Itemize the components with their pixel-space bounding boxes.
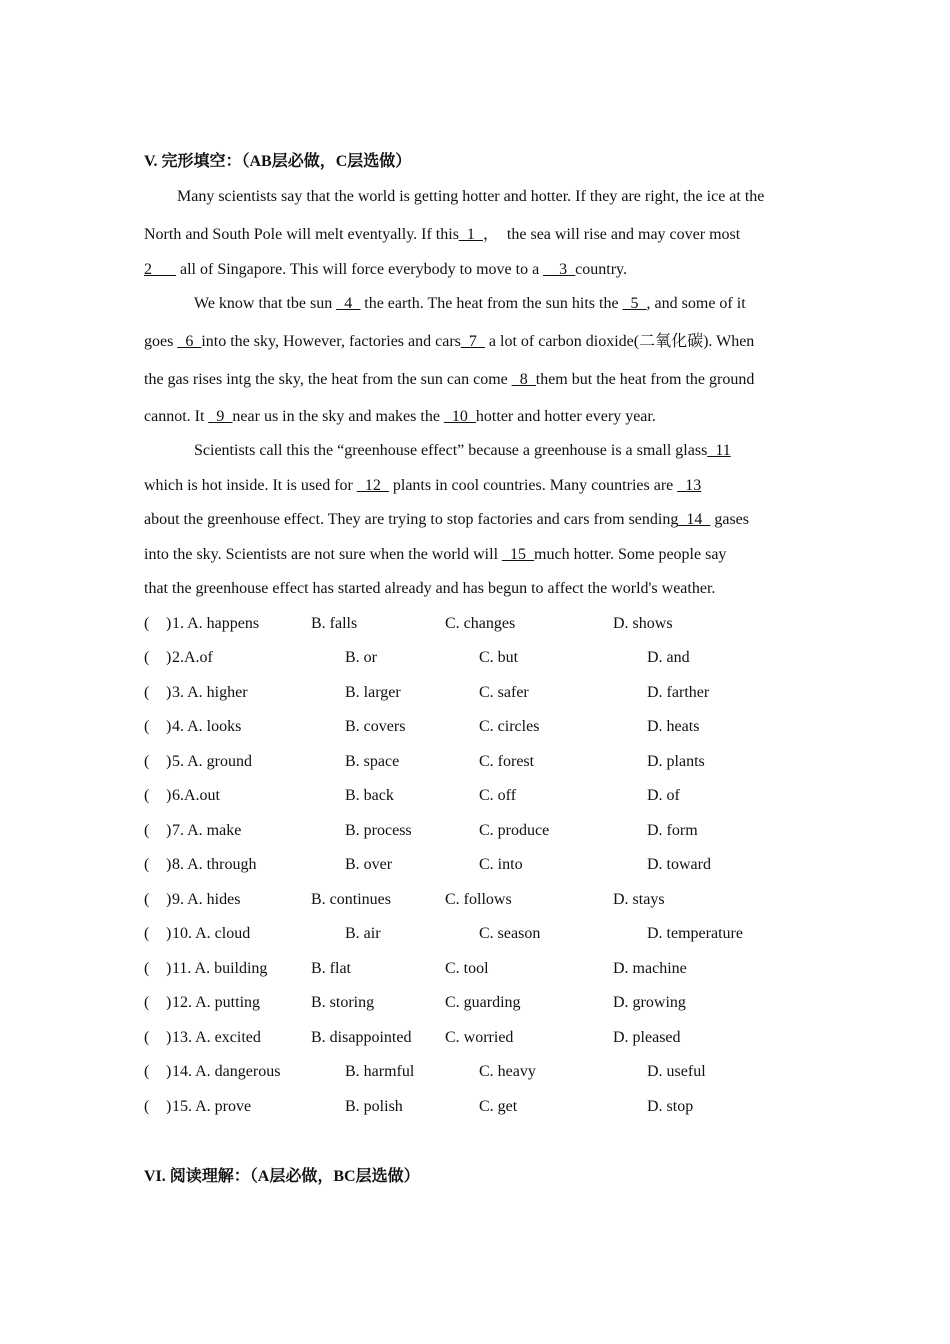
- option-d: D. form: [647, 822, 698, 839]
- blank-3[interactable]: __3_: [543, 261, 576, 278]
- option-a: 15. A. prove: [172, 1098, 252, 1115]
- p2-line-1: [194, 294, 746, 314]
- answer-paren-open[interactable]: (: [144, 925, 150, 942]
- question-row: [144, 890, 844, 910]
- question-row: [144, 993, 844, 1013]
- option-b: B. continues: [311, 891, 391, 908]
- option-d: D. toward: [647, 856, 711, 873]
- answer-paren-close: ): [166, 753, 172, 770]
- p2-line-2: [144, 332, 754, 352]
- option-a: 10. A. cloud: [172, 925, 251, 942]
- answer-paren-open[interactable]: (: [144, 822, 150, 839]
- blank-6[interactable]: _6_: [177, 333, 202, 350]
- text: into the sky. Scientists are not sure when the world will: [144, 546, 503, 563]
- text: a lot of carbon dioxide(二氧化碳). When: [484, 333, 755, 350]
- answer-paren-close: ): [166, 615, 172, 632]
- text: which is hot inside. It is used for: [144, 477, 357, 494]
- answer-paren-close: ): [166, 960, 172, 977]
- text: the gas rises intg the sky, the heat from the sun can come: [144, 371, 512, 388]
- option-b: B. disappointed: [311, 1029, 412, 1046]
- option-d: D. temperature: [647, 925, 743, 942]
- option-b: B. covers: [345, 718, 406, 735]
- text: the earth. The heat from the sun hits the: [360, 295, 623, 312]
- option-c: C. forest: [479, 753, 535, 770]
- option-c: C. worried: [445, 1029, 514, 1046]
- text: North and South Pole will melt eventyally. If this: [144, 226, 459, 243]
- blank-1[interactable]: _1_: [458, 226, 483, 243]
- blank-10[interactable]: _10_: [443, 408, 476, 425]
- option-c: C. guarding: [445, 994, 521, 1011]
- option-d: D. plants: [647, 753, 705, 770]
- question-row: [144, 1062, 844, 1082]
- answer-paren-close: ): [166, 1029, 172, 1046]
- p1-line-3: [144, 260, 627, 280]
- question-row: [144, 752, 844, 772]
- text: near us in the sky and makes the: [232, 408, 444, 425]
- text: all of Singapore. This will force everybody to move to a: [176, 261, 544, 278]
- question-row: [144, 614, 844, 634]
- text: ， the sea will rise and may cover most: [482, 226, 741, 243]
- blank-2[interactable]: 2___: [144, 261, 176, 278]
- blank-13[interactable]: _13: [677, 477, 702, 494]
- answer-paren-close: ): [166, 1098, 172, 1115]
- answer-paren-open[interactable]: (: [144, 718, 150, 735]
- question-row: [144, 1028, 844, 1048]
- option-b: B. polish: [345, 1098, 403, 1115]
- answer-paren-open[interactable]: (: [144, 1029, 150, 1046]
- option-a: 3. A. higher: [172, 684, 248, 701]
- option-d: D. of: [647, 787, 680, 804]
- option-d: D. stop: [647, 1098, 694, 1115]
- option-d: D. growing: [613, 994, 686, 1011]
- answer-paren-close: ): [166, 891, 172, 908]
- option-c: C. off: [479, 787, 517, 804]
- option-b: B. flat: [311, 960, 351, 977]
- answer-paren-open[interactable]: (: [144, 787, 150, 804]
- p3-line-5: that the greenhouse effect has started already and has begun to affect the world's weather.: [144, 580, 716, 597]
- section-6-heading: VI. 阅读理解：（A层必做，BC层选做）: [144, 1168, 420, 1185]
- option-a: 2.A.of: [172, 649, 213, 666]
- answer-paren-close: ): [166, 856, 172, 873]
- question-row: [144, 683, 844, 703]
- option-a: 9. A. hides: [172, 891, 241, 908]
- option-a: 6.A.out: [172, 787, 220, 804]
- option-a: 5. A. ground: [172, 753, 252, 770]
- option-c: C. changes: [445, 615, 516, 632]
- option-d: D. heats: [647, 718, 700, 735]
- option-c: C. heavy: [479, 1063, 536, 1080]
- option-b: B. falls: [311, 615, 358, 632]
- blank-11[interactable]: _11: [707, 442, 731, 459]
- option-d: D. farther: [647, 684, 710, 701]
- answer-paren-open[interactable]: (: [144, 960, 150, 977]
- question-row: [144, 786, 844, 806]
- option-d: D. and: [647, 649, 690, 666]
- answer-paren-close: ): [166, 1063, 172, 1080]
- answer-paren-close: ): [166, 822, 172, 839]
- blank-14[interactable]: _14_: [678, 511, 711, 528]
- question-row: [144, 717, 844, 737]
- blank-15[interactable]: _15_: [502, 546, 535, 563]
- answer-paren-open[interactable]: (: [144, 615, 150, 632]
- text: We know that tbe sun: [194, 295, 337, 312]
- option-b: B. process: [345, 822, 412, 839]
- question-row: [144, 924, 844, 944]
- question-row: [144, 821, 844, 841]
- p1-line-1: [177, 187, 764, 207]
- option-c: C. get: [479, 1098, 518, 1115]
- text: cannot. It: [144, 408, 209, 425]
- option-d: D. pleased: [613, 1029, 681, 1046]
- option-d: D. shows: [613, 615, 673, 632]
- option-b: B. air: [345, 925, 381, 942]
- option-c: C. tool: [445, 960, 489, 977]
- text: country.: [575, 261, 628, 278]
- option-c: C. but: [479, 649, 519, 666]
- text: Scientists call this the “greenhouse effect” because a greenhouse is a small glass: [194, 442, 708, 459]
- question-row: [144, 959, 844, 979]
- section-5-heading: V. 完形填空：（AB层必做，C层选做）: [144, 153, 412, 170]
- text: goes: [144, 333, 178, 350]
- option-a: 13. A. excited: [172, 1029, 261, 1046]
- text: plants in cool countries. Many countries are: [388, 477, 678, 494]
- p1-line-2: [144, 225, 740, 245]
- question-row: [144, 855, 844, 875]
- option-c: C. follows: [445, 891, 512, 908]
- option-c: C. produce: [479, 822, 550, 839]
- p3-line-4: [144, 545, 726, 565]
- option-d: D. useful: [647, 1063, 706, 1080]
- text: about the greenhouse effect. They are trying to stop factories and cars from sending: [144, 511, 679, 528]
- p3-line-2: [144, 476, 701, 496]
- option-a: 8. A. through: [172, 856, 257, 873]
- blank-9[interactable]: _9_: [208, 408, 233, 425]
- option-c: C. circles: [479, 718, 540, 735]
- option-b: B. or: [345, 649, 377, 666]
- answer-paren-open[interactable]: (: [144, 891, 150, 908]
- option-a: 11. A. building: [172, 960, 268, 977]
- text: Many scientists say that the world is getting hotter and hotter. If they are right, the ice at the: [177, 188, 765, 205]
- option-b: B. harmful: [345, 1063, 415, 1080]
- text: hotter and hotter every year.: [475, 408, 656, 425]
- option-a: 4. A. looks: [172, 718, 242, 735]
- text: into the sky, However, factories and cars: [201, 333, 461, 350]
- p2-line-3: [144, 370, 754, 390]
- answer-paren-open[interactable]: (: [144, 684, 150, 701]
- text: them but the heat from the ground: [535, 371, 755, 388]
- option-c: C. season: [479, 925, 541, 942]
- answer-paren-open[interactable]: (: [144, 856, 150, 873]
- option-a: 7. A. make: [172, 822, 242, 839]
- option-a: 14. A. dangerous: [172, 1063, 281, 1080]
- option-b: B. larger: [345, 684, 401, 701]
- answer-paren-close: ): [166, 925, 172, 942]
- option-d: D. stays: [613, 891, 665, 908]
- option-b: B. over: [345, 856, 393, 873]
- p2-line-4: [144, 407, 656, 427]
- option-c: C. safer: [479, 684, 529, 701]
- answer-paren-close: ): [166, 649, 172, 666]
- question-row: [144, 648, 844, 668]
- option-b: B. back: [345, 787, 394, 804]
- answer-paren-open[interactable]: (: [144, 1063, 150, 1080]
- answer-paren-open[interactable]: (: [144, 649, 150, 666]
- text: gases: [710, 511, 749, 528]
- blank-4[interactable]: _4_: [336, 295, 361, 312]
- option-b: B. space: [345, 753, 400, 770]
- answer-paren-close: ): [166, 684, 172, 701]
- answer-paren-close: ): [166, 787, 172, 804]
- p3-line-3: [144, 510, 749, 530]
- p3-line-1: [194, 441, 731, 461]
- text: much hotter. Some people say: [534, 546, 727, 563]
- blank-12[interactable]: _12_: [356, 477, 389, 494]
- blank-7[interactable]: _7_: [460, 333, 485, 350]
- text: , and some of it: [646, 295, 746, 312]
- option-a: 12. A. putting: [172, 994, 261, 1011]
- question-row: [144, 1097, 844, 1117]
- answer-paren-open[interactable]: (: [144, 994, 150, 1011]
- option-c: C. into: [479, 856, 523, 873]
- answer-paren-close: ): [166, 994, 172, 1011]
- option-a: 1. A. happens: [172, 615, 260, 632]
- option-d: D. machine: [613, 960, 687, 977]
- answer-paren-open[interactable]: (: [144, 1098, 150, 1115]
- option-b: B. storing: [311, 994, 375, 1011]
- blank-8[interactable]: _8_: [511, 371, 536, 388]
- answer-paren-close: ): [166, 718, 172, 735]
- answer-paren-open[interactable]: (: [144, 753, 150, 770]
- blank-5[interactable]: _5_: [622, 295, 647, 312]
